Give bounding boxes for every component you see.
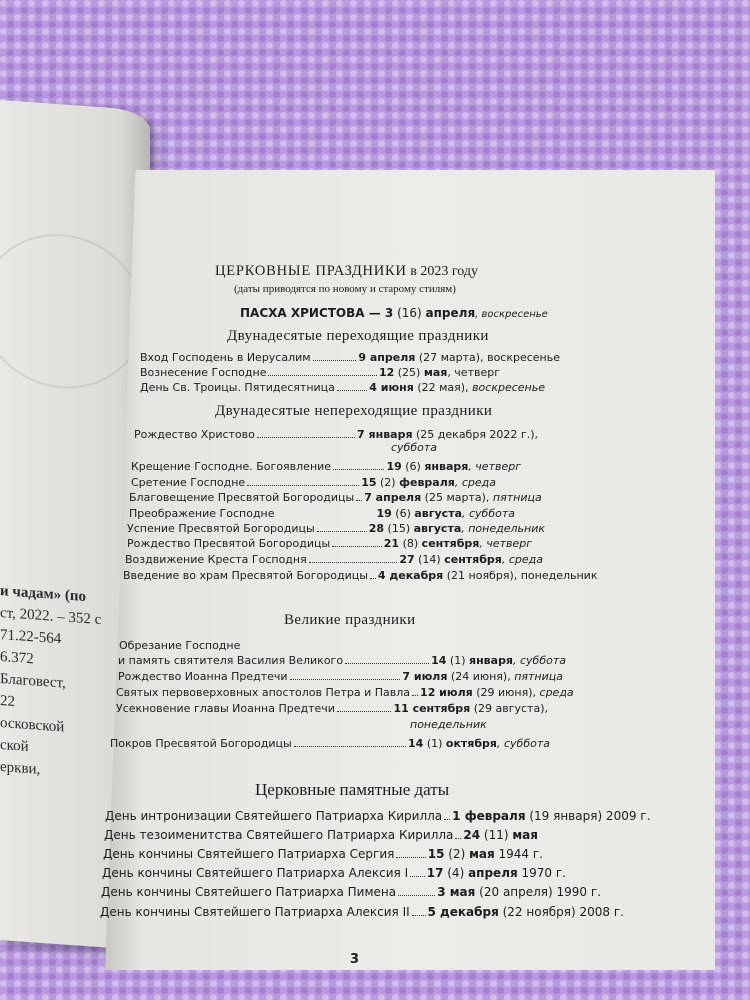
list-item: Вход Господень в Иерусалим 9 апреля (27 марта), воскресенье [140, 351, 560, 364]
left-line: ской [0, 737, 29, 756]
list-item: Преображение Господне 19 (6) августа, суббота [129, 507, 515, 520]
page-number: 3 [350, 952, 360, 967]
left-line: и чадам» (по [0, 583, 87, 606]
list-item: Введение во храм Пресвятой Богородицы 4 декабря (21 ноября), понедельник [123, 569, 598, 582]
left-line: осковской [0, 715, 65, 736]
section-heading-fixed: Двунадесятые непереходящие праздники [215, 403, 493, 419]
section-heading-memorial: Церковные памятные даты [255, 780, 450, 799]
left-line: 6.372 [0, 649, 34, 668]
list-item: День интронизации Святейшего Патриарха Кирилла 1 февраля (19 января) 2009 г. [105, 809, 651, 823]
list-item: Крещение Господне. Богоявление 19 (6) января, четверг [131, 460, 521, 473]
left-line: 22 [0, 693, 15, 711]
page-title: ЦЕРКОВНЫЕ ПРАЗДНИКИ в 2023 году [215, 263, 479, 279]
list-item: Рождество Иоанна Предтечи 7 июля (24 июня), пятница [118, 670, 563, 683]
list-item: День кончины Святейшего Патриарха Алексия I 17 (4) апреля 1970 г. [102, 866, 566, 880]
section-heading-moveable: Двунадесятые переходящие праздники [227, 328, 489, 344]
left-line: ст, 2022. – 352 с [0, 605, 102, 629]
list-item: Усекновение главы Иоанна Предтечи 11 сентября (29 августа), [116, 702, 548, 715]
left-line: 71.22-564 [0, 627, 62, 648]
list-item: День кончины Святейшего Патриарха Алексия II 5 декабря (22 ноября) 2008 г. [100, 905, 624, 919]
weekday: суббота [391, 441, 438, 454]
list-item: Рождество Христово 7 января (25 декабря 2022 г.), [134, 428, 538, 441]
pascha-line: ПАСХА ХРИСТОВА — 3 (16) апреля, воскресенье [240, 306, 548, 320]
list-item: День кончины Святейшего Патриарха Сергия 15 (2) мая 1944 г. [103, 847, 543, 861]
list-item: Сретение Господне 15 (2) февраля, среда [131, 476, 496, 489]
list-item: Воздвижение Креста Господня 27 (14) сентября, среда [125, 553, 543, 566]
left-line: еркви, [0, 759, 41, 778]
page-subtitle: (даты приводятся по новому и старому стилям) [234, 283, 456, 295]
list-item: День тезоименитства Святейшего Патриарха Кирилла 24 (11) мая [104, 828, 538, 842]
list-item: Рождество Пресвятой Богородицы 21 (8) сентября, четверг [127, 537, 532, 550]
list-item: День кончины Святейшего Патриарха Пимена 3 мая (20 апреля) 1990 г. [101, 885, 601, 899]
list-item: Успение Пресвятой Богородицы 28 (15) августа, понедельник [127, 522, 545, 535]
weekday: понедельник [410, 718, 487, 731]
list-item: Вознесение Господне 12 (25) мая, четверг [140, 366, 500, 379]
list-item: Покров Пресвятой Богородицы 14 (1) октября, суббота [110, 737, 550, 750]
list-item: Благовещение Пресвятой Богородицы 7 апреля (25 марта), пятница [129, 491, 542, 504]
list-item: День Св. Троицы. Пятидесятница 4 июня (22 мая), воскресенье [140, 381, 545, 394]
left-line: Благовест, [0, 671, 66, 692]
section-heading-great: Великие праздники [284, 612, 416, 628]
list-item-line: Обрезание Господне [119, 639, 241, 652]
list-item: и память святителя Василия Великого 14 (1) января, суббота [118, 654, 566, 667]
list-item: Святых первоверховных апостолов Петра и Павла 12 июля (29 июня), среда [116, 686, 574, 699]
